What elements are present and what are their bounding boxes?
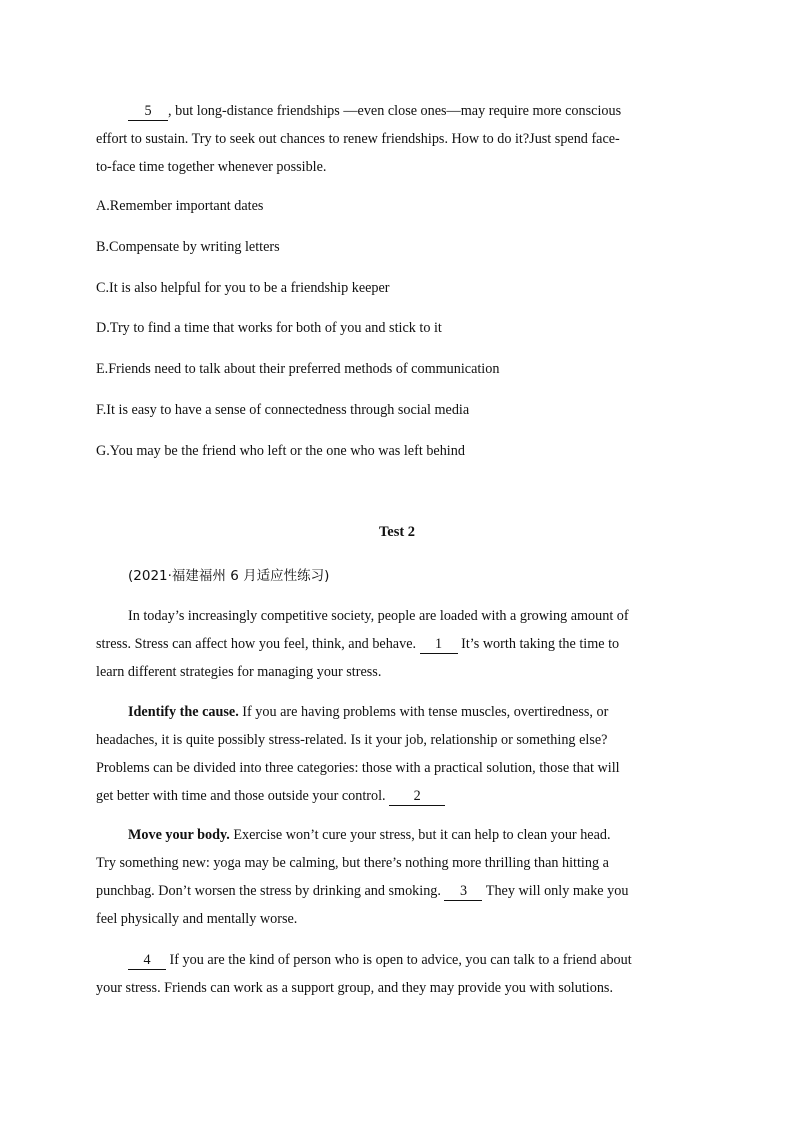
paragraph-talk bbox=[96, 946, 696, 1002]
text-line: Problems can be divided into three categories: those with a practical solution, those that will bbox=[96, 760, 620, 776]
text-line: feel physically and mentally worse. bbox=[96, 911, 298, 927]
text-line: 4 If you are the kind of person who is open to advice, you can talk to a friend about bbox=[96, 946, 696, 974]
text-line: your stress. Friends can work as a support group, and they may provide you with solutions. bbox=[96, 980, 613, 996]
text-line: punchbag. Don’t worsen the stress by drinking and smoking. 3 They will only make you bbox=[96, 883, 629, 899]
text-line: Move your body. Exercise won’t cure your stress, but it can help to clean your head. bbox=[128, 827, 611, 843]
text-line: stress. Stress can affect how you feel, think, and behave. 1 It’s worth taking the time to bbox=[96, 636, 620, 652]
text-line: effort to sustain. Try to seek out chances to renew friendships. How to do it?Just spend face- bbox=[96, 131, 620, 147]
paragraph-intro bbox=[96, 602, 696, 686]
paragraph-heading: Move your body. bbox=[128, 827, 230, 843]
text-line: Identify the cause. If you are having problems with tense muscles, overtiredness, or bbox=[128, 704, 609, 720]
text-line: In today’s increasingly competitive society, people are loaded with a growing amount of bbox=[128, 608, 629, 624]
source-note: (2021·福建福州 6 月适应性练习) bbox=[128, 568, 330, 584]
option-e: E.Friends need to talk about their preferred methods of communication bbox=[96, 361, 500, 377]
text-line: learn different strategies for managing your stress. bbox=[96, 664, 382, 680]
answer-blank-4[interactable]: 4 bbox=[128, 951, 166, 970]
answer-blank-5[interactable]: 5 bbox=[128, 102, 168, 121]
paragraph-heading: Identify the cause. bbox=[128, 704, 239, 720]
option-f: F.It is easy to have a sense of connectedness through social media bbox=[96, 402, 470, 418]
paragraph-move-body bbox=[96, 821, 696, 933]
option-a: A.Remember important dates bbox=[96, 198, 264, 214]
text-line: 5 , but long-distance friendships —even close ones—may require more conscious bbox=[96, 97, 696, 125]
answer-blank-2[interactable]: 2 bbox=[389, 787, 445, 806]
text-line: to-face time together whenever possible. bbox=[96, 159, 327, 175]
answer-blank-3[interactable]: 3 bbox=[444, 882, 482, 901]
option-g: G.You may be the friend who left or the one who was left behind bbox=[96, 443, 465, 459]
answer-blank-1[interactable]: 1 bbox=[420, 635, 458, 654]
option-b: B.Compensate by writing letters bbox=[96, 239, 280, 255]
paragraph-friendships bbox=[96, 97, 696, 181]
text-line: headaches, it is quite possibly stress-related. Is it your job, relationship or something else? bbox=[96, 732, 608, 748]
paragraph-identify-cause bbox=[96, 698, 696, 810]
text-line: Try something new: yoga may be calming, but there’s nothing more thrilling than hitting a bbox=[96, 855, 609, 871]
option-c: C.It is also helpful for you to be a friendship keeper bbox=[96, 280, 390, 296]
option-d: D.Try to find a time that works for both of you and stick to it bbox=[96, 320, 442, 336]
section-title: Test 2 bbox=[378, 524, 416, 540]
text-line: get better with time and those outside your control. 2 bbox=[96, 782, 696, 810]
